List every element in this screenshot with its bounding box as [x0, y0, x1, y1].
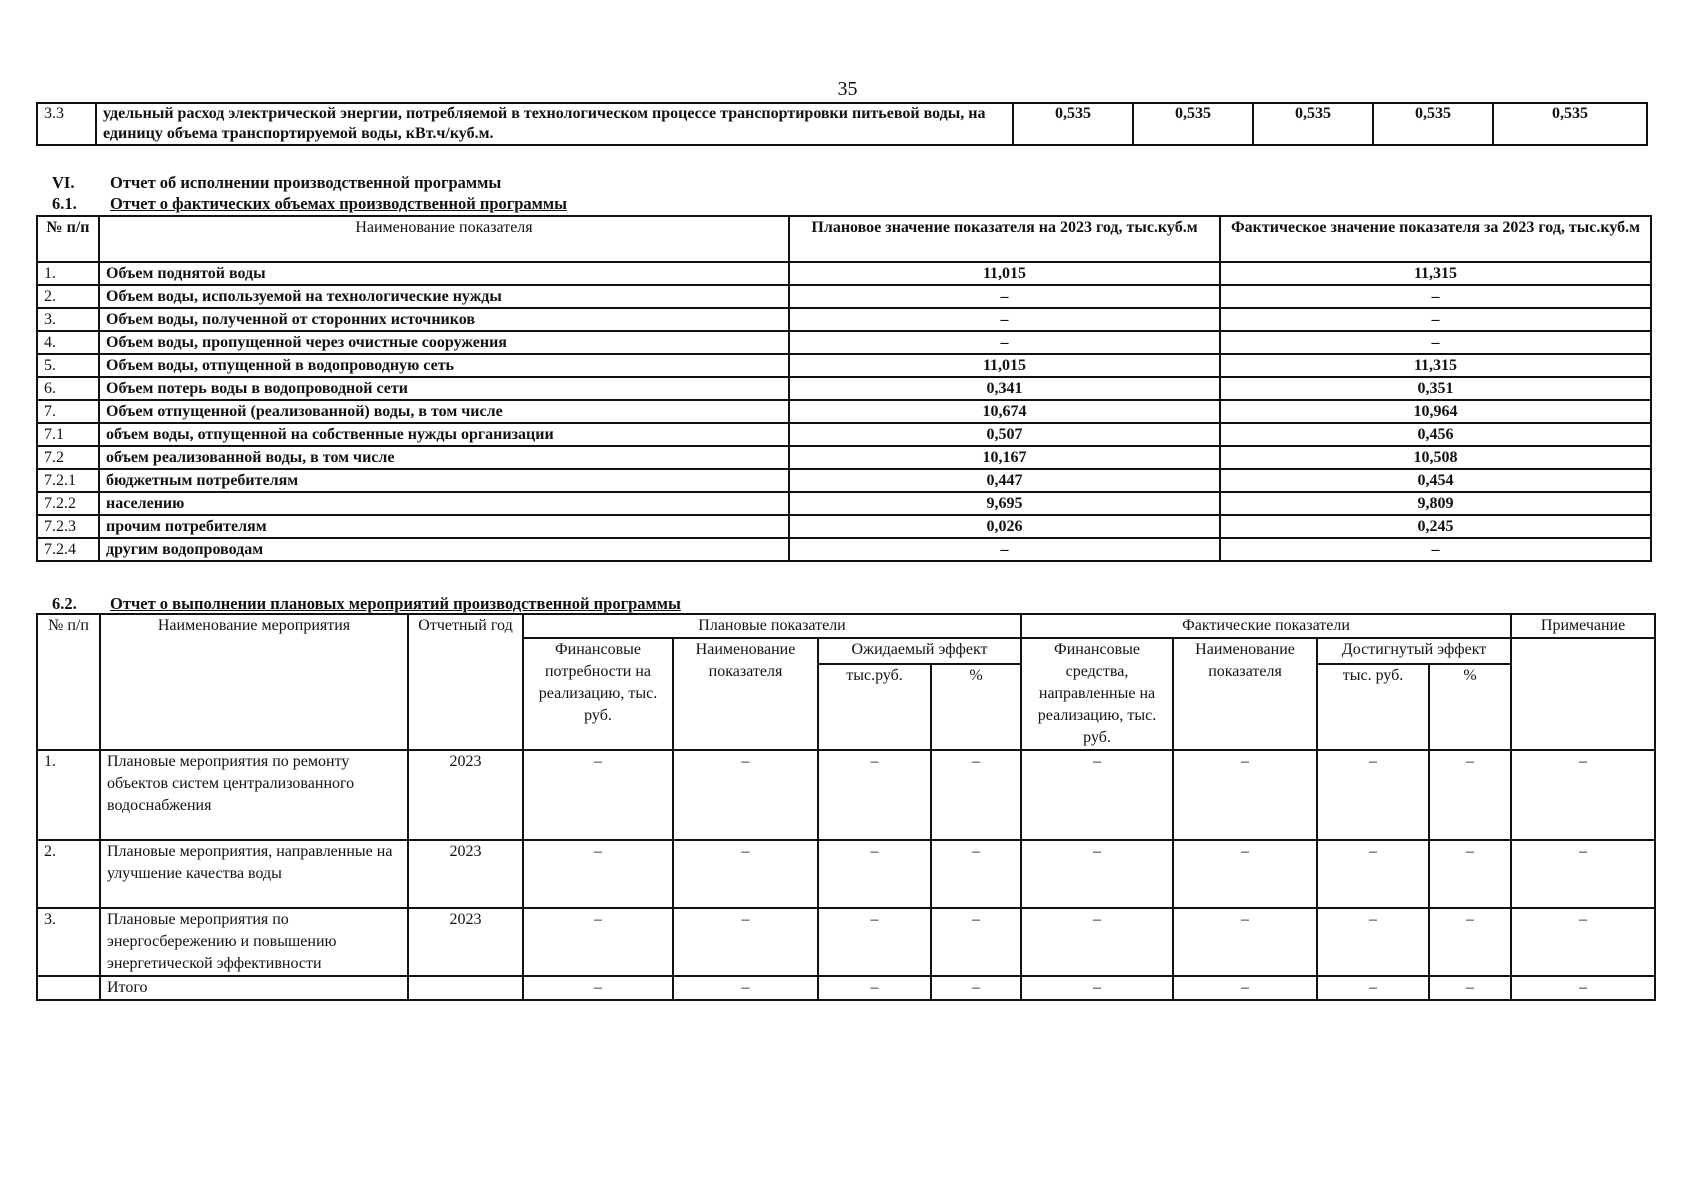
row-number: 1.: [37, 750, 100, 840]
header-year: Отчетный год: [408, 614, 523, 750]
row-number: 1.: [37, 262, 99, 285]
plan-value: –: [789, 331, 1220, 354]
row-name: Объем воды, полученной от сторонних источников: [99, 308, 789, 331]
row-number: 4.: [37, 331, 99, 354]
table-row: [37, 400, 1651, 423]
table-row: [37, 908, 1655, 976]
row-name: бюджетным потребителям: [99, 469, 789, 492]
row-name: Плановые мероприятия по ремонту объектов систем централизованного водоснабжения: [100, 750, 408, 840]
value-cell: –: [818, 840, 931, 908]
row-year: [408, 976, 523, 1000]
row-name: другим водопроводам: [99, 538, 789, 561]
value-cell: –: [1429, 750, 1511, 840]
row-number: 6.: [37, 377, 99, 400]
value-cell: –: [1511, 908, 1655, 976]
header-plan-rub: тыс.руб.: [818, 664, 931, 750]
plan-value: –: [789, 308, 1220, 331]
plan-value: –: [789, 538, 1220, 561]
row-name: Объем потерь воды в водопроводной сети: [99, 377, 789, 400]
header-note-blank: [1511, 638, 1655, 750]
value-cell: –: [1173, 840, 1317, 908]
value-cell: –: [1173, 908, 1317, 976]
table-header-row: [37, 614, 1655, 638]
value-cell: –: [673, 976, 818, 1000]
fact-value: –: [1220, 285, 1651, 308]
row-number: 7.2.2: [37, 492, 99, 515]
table-row: [37, 262, 1651, 285]
fact-value: –: [1220, 308, 1651, 331]
row-number: 7.2.3: [37, 515, 99, 538]
header-fact: Фактическое значение показателя за 2023 год, тыс.куб.м: [1220, 216, 1651, 262]
value-cell: –: [931, 750, 1021, 840]
fact-value: 0,454: [1220, 469, 1651, 492]
row-number: 2.: [37, 840, 100, 908]
value-cell: –: [1021, 908, 1173, 976]
fact-value: 0,351: [1220, 377, 1651, 400]
plan-value: 0,447: [789, 469, 1220, 492]
row-year: 2023: [408, 750, 523, 840]
value-cell: –: [1021, 976, 1173, 1000]
row-name: Объем воды, отпущенной в водопроводную сеть: [99, 354, 789, 377]
row-name: Плановые мероприятия по энергосбережению и повышению энергетической эффективности: [100, 908, 408, 976]
row-name: Объем воды, пропущенной через очистные сооружения: [99, 331, 789, 354]
value-cell: –: [1173, 976, 1317, 1000]
fact-value: 10,508: [1220, 446, 1651, 469]
header-num: № п/п: [37, 614, 100, 750]
section-6-2-heading: [52, 594, 681, 614]
value-cell: –: [1429, 976, 1511, 1000]
fact-value: –: [1220, 331, 1651, 354]
row-name: объем реализованной воды, в том числе: [99, 446, 789, 469]
row-name: населению: [99, 492, 789, 515]
value-cell: –: [1317, 840, 1429, 908]
row-number: [37, 976, 100, 1000]
fact-value: 11,315: [1220, 354, 1651, 377]
header-name: Наименование мероприятия: [100, 614, 408, 750]
value-cell: –: [1511, 976, 1655, 1000]
table-row: [37, 469, 1651, 492]
table-row: [37, 331, 1651, 354]
header-fact-group: Фактические показатели: [1021, 614, 1511, 638]
row-number: 5.: [37, 354, 99, 377]
value-cell: –: [673, 840, 818, 908]
table-row: [37, 750, 1655, 840]
page-number: 35: [837, 78, 858, 100]
value-cell: –: [1511, 750, 1655, 840]
row-number: 3.: [37, 308, 99, 331]
table-row: [37, 840, 1655, 908]
section-number: 6.2.: [52, 594, 77, 613]
value-cell: –: [523, 840, 673, 908]
row-name: Плановые мероприятия, направленные на улучшение качества воды: [100, 840, 408, 908]
header-fact-pct: %: [1429, 664, 1511, 750]
section-number: 6.1.: [52, 194, 77, 213]
fact-value: 9,809: [1220, 492, 1651, 515]
table-header-row: [37, 216, 1651, 262]
table-row: [37, 446, 1651, 469]
plan-value: –: [789, 285, 1220, 308]
value-cell: –: [1173, 750, 1317, 840]
header-note: Примечание: [1511, 614, 1655, 638]
row-number: 2.: [37, 285, 99, 308]
plan-value: 0,507: [789, 423, 1220, 446]
value-cell: –: [673, 908, 818, 976]
production-volumes-table: [36, 215, 1652, 562]
section-number: VI.: [52, 173, 75, 192]
header-plan-pct: %: [931, 664, 1021, 750]
plan-value: 11,015: [789, 262, 1220, 285]
fact-value: 0,245: [1220, 515, 1651, 538]
plan-value: 0,026: [789, 515, 1220, 538]
table-row: [37, 976, 1655, 1000]
table-row: [37, 103, 1647, 145]
table-row: [37, 308, 1651, 331]
row-name: Итого: [100, 976, 408, 1000]
table-row: [37, 285, 1651, 308]
section-title: Отчет о фактических объемах производственной программы: [110, 194, 568, 213]
energy-consumption-table: [36, 102, 1648, 146]
value-cell: –: [1021, 840, 1173, 908]
value-cell: 0,535: [1253, 103, 1373, 145]
table-row: [37, 538, 1651, 561]
row-number: 3.: [37, 908, 100, 976]
header-fact-rub: тыс. руб.: [1317, 664, 1429, 750]
value-cell: 0,535: [1133, 103, 1253, 145]
value-cell: –: [818, 750, 931, 840]
planned-measures-table: [36, 613, 1656, 1001]
row-number: 7.2: [37, 446, 99, 469]
section-6-1-heading: [52, 194, 567, 214]
table-row: [37, 354, 1651, 377]
row-number: 7.2.4: [37, 538, 99, 561]
value-cell: 0,535: [1493, 103, 1647, 145]
section-title: Отчет о выполнении плановых мероприятий производственной программы: [110, 594, 681, 613]
value-cell: –: [523, 908, 673, 976]
row-number: 7.1: [37, 423, 99, 446]
plan-value: 10,167: [789, 446, 1220, 469]
row-number: 3.3: [37, 103, 96, 145]
row-label: удельный расход электрической энергии, потребляемой в технологическом процессе транспортировки питьевой воды, на единицу объема транспортируемой воды, кВт.ч/куб.м.: [96, 103, 1013, 145]
value-cell: –: [931, 908, 1021, 976]
section-title: Отчет об исполнении производственной программы: [110, 173, 502, 192]
section-vi-heading: [52, 173, 501, 193]
value-cell: 0,535: [1373, 103, 1493, 145]
value-cell: –: [673, 750, 818, 840]
header-fact-fin: Финансовые средства, направленные на реализацию, тыс. руб.: [1021, 638, 1173, 750]
header-plan-ind: Наименование показателя: [673, 638, 818, 750]
row-name: Объем отпущенной (реализованной) воды, в том числе: [99, 400, 789, 423]
value-cell: –: [931, 976, 1021, 1000]
value-cell: –: [1317, 908, 1429, 976]
value-cell: –: [1511, 840, 1655, 908]
header-plan-fin: Финансовые потребности на реализацию, тыс. руб.: [523, 638, 673, 750]
header-fact-ind: Наименование показателя: [1173, 638, 1317, 750]
plan-value: 11,015: [789, 354, 1220, 377]
plan-value: 0,341: [789, 377, 1220, 400]
fact-value: 0,456: [1220, 423, 1651, 446]
value-cell: –: [818, 908, 931, 976]
row-year: 2023: [408, 840, 523, 908]
value-cell: –: [818, 976, 931, 1000]
row-name: Объем поднятой воды: [99, 262, 789, 285]
row-name: объем воды, отпущенной на собственные нужды организации: [99, 423, 789, 446]
plan-value: 10,674: [789, 400, 1220, 423]
header-fact-effect: Достигнутый эффект: [1317, 638, 1511, 664]
header-plan-effect: Ожидаемый эффект: [818, 638, 1021, 664]
table-row: [37, 377, 1651, 400]
value-cell: –: [1021, 750, 1173, 840]
header-name: Наименование показателя: [99, 216, 789, 262]
row-number: 7.: [37, 400, 99, 423]
header-plan-group: Плановые показатели: [523, 614, 1021, 638]
plan-value: 9,695: [789, 492, 1220, 515]
table-row: [37, 515, 1651, 538]
table-row: [37, 492, 1651, 515]
fact-value: 11,315: [1220, 262, 1651, 285]
fact-value: –: [1220, 538, 1651, 561]
row-year: 2023: [408, 908, 523, 976]
row-name: прочим потребителям: [99, 515, 789, 538]
value-cell: –: [1429, 840, 1511, 908]
value-cell: –: [523, 976, 673, 1000]
row-name: Объем воды, используемой на технологические нужды: [99, 285, 789, 308]
header-num: № п/п: [37, 216, 99, 262]
fact-value: 10,964: [1220, 400, 1651, 423]
value-cell: 0,535: [1013, 103, 1133, 145]
header-plan: Плановое значение показателя на 2023 год, тыс.куб.м: [789, 216, 1220, 262]
value-cell: –: [1317, 750, 1429, 840]
value-cell: –: [931, 840, 1021, 908]
row-number: 7.2.1: [37, 469, 99, 492]
value-cell: –: [523, 750, 673, 840]
table-row: [37, 423, 1651, 446]
value-cell: –: [1317, 976, 1429, 1000]
value-cell: –: [1429, 908, 1511, 976]
